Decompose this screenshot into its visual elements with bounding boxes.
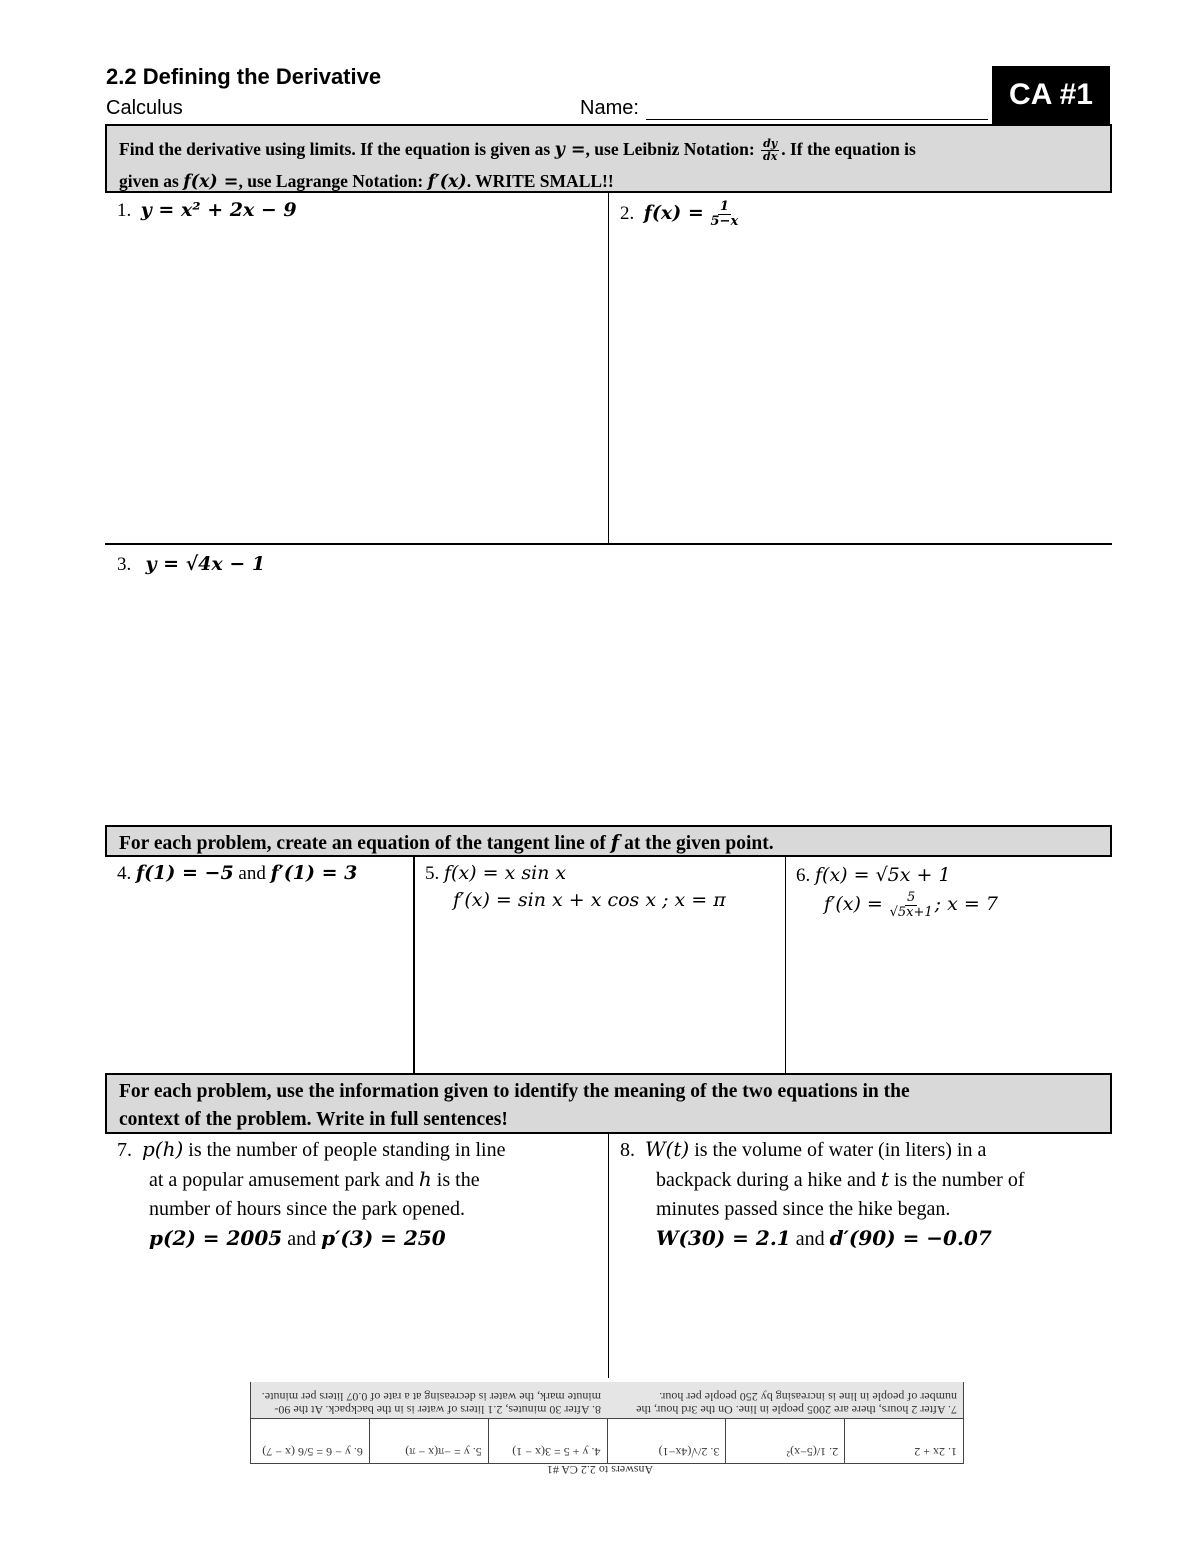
problem-expression: f(x) = √5x + 1 bbox=[815, 864, 951, 886]
problem-number: 7. bbox=[117, 1139, 132, 1161]
problem-expression: p′(3) = 250 bbox=[321, 1226, 446, 1250]
problem-6: 6. f(x) = √5x + 1 f′(x) = $\frac{5}{√5x+1}$ ; x = 7 bbox=[796, 864, 998, 921]
problem-4: 4. f(1) = −5 and f′(1) = 3 bbox=[117, 862, 358, 884]
problem-7: 7. p(h) is the number of people standing in line at a popular amusement park and h is the number of hours since the park opened. p(2) = 2005 and p′(3) = 250 bbox=[117, 1137, 506, 1250]
divider-vertical bbox=[413, 857, 415, 1073]
section3-instructions bbox=[105, 1073, 1112, 1134]
problem-number: 3. bbox=[117, 554, 132, 575]
section2-instructions bbox=[105, 825, 1112, 857]
answer-item: 7. After 2 hours, there are 2005 people in line. On the 3rd hour, the number of people in line is increasing by 250 people per hour. bbox=[636, 1390, 957, 1417]
problem-expression: p(2) = 2005 bbox=[149, 1226, 283, 1250]
instructions-math: f bbox=[610, 831, 620, 854]
problem-expression: y = √4x − 1 bbox=[145, 553, 266, 575]
leibniz-fraction: $\frac{dy}{dx}$ bbox=[763, 137, 778, 164]
divider-vertical bbox=[608, 1134, 609, 1378]
answer-item: 4. y + 5 = 3(x − 1) bbox=[488, 1419, 607, 1463]
answer-key bbox=[250, 1382, 964, 1464]
problem-expression: f′(x) = bbox=[824, 893, 883, 915]
instructions-text: . If the equation is bbox=[781, 139, 916, 159]
problem-1 bbox=[117, 197, 297, 224]
problem-number: 6. bbox=[796, 865, 811, 886]
answer-item: 3. 2/√(4x−1) bbox=[607, 1419, 726, 1463]
problem-3 bbox=[117, 551, 265, 578]
answer-item: 8. After 30 minutes, 2.1 liters of water is in the backpack. At the 90-minute mark, the water is decreasing at a rate of 0.07 liters per minute. bbox=[261, 1390, 601, 1417]
answer-item: 5. y = −π(x − π) bbox=[369, 1419, 488, 1463]
problem-expression: d′(90) = −0.07 bbox=[829, 1226, 992, 1250]
subject-label: Calculus bbox=[106, 97, 183, 119]
problem-expression: f(1) = −5 bbox=[136, 862, 234, 884]
divider-vertical bbox=[785, 857, 786, 1073]
problem-expression: f(x) = bbox=[643, 202, 704, 224]
problem-number: 1. bbox=[117, 200, 132, 221]
problem-expression: f(x) = x sin x bbox=[444, 862, 567, 884]
answer-item: 6. y − 6 = 5/6 (x − 7) bbox=[262, 1445, 363, 1459]
page-title: 2.2 Defining the Derivative bbox=[106, 64, 382, 89]
answer-key-title: Answers to 2.2 CA #1 bbox=[546, 1463, 654, 1477]
name-blank-line[interactable] bbox=[646, 119, 988, 120]
instructions-text: context of the problem. Write in full sentences! bbox=[119, 1109, 508, 1130]
problem-expression: W(30) = 2.1 bbox=[656, 1226, 791, 1250]
name-label: Name: bbox=[580, 97, 639, 119]
problem-expression: f′(x) = sin x + x cos x ; x = π bbox=[453, 889, 726, 911]
problem-fraction: $\frac{1}{5-x}$ bbox=[710, 199, 739, 230]
problem-fraction: $\frac{5}{√5x+1}$ bbox=[889, 890, 933, 921]
instructions-text: , use Lagrange Notation: bbox=[238, 171, 428, 191]
instructions-math: f′(x) bbox=[427, 172, 467, 192]
instructions-text: , use Leibniz Notation: bbox=[585, 139, 760, 159]
section1-instructions bbox=[105, 124, 1112, 193]
divider-vertical bbox=[608, 193, 609, 545]
problem-5 bbox=[425, 860, 726, 914]
assignment-badge: CA #1 bbox=[992, 66, 1110, 124]
answer-item: 1. 2x + 2 bbox=[844, 1419, 963, 1463]
problem-2 bbox=[620, 200, 740, 229]
problem-expression: f′(1) = 3 bbox=[270, 862, 358, 884]
instructions-text: at the given point. bbox=[619, 833, 774, 854]
instructions-math: f(x) = bbox=[183, 172, 239, 192]
problem-expression: y = x² + 2x − 9 bbox=[140, 199, 297, 221]
instructions-text: For each problem, use the information given to identify the meaning of the two equations in the bbox=[119, 1081, 910, 1102]
problem-8: 8. W(t) is the volume of water (in liters) in a backpack during a hike and t is the number of minutes passed since the hike began. W(30) = 2.1 and d′(90) = −0.07 bbox=[620, 1137, 1025, 1250]
instructions-text: Find the derivative using limits. If the equation is given as bbox=[119, 139, 555, 159]
problem-number: 2. bbox=[620, 203, 635, 224]
divider-horizontal bbox=[105, 543, 1112, 545]
instructions-math: y = bbox=[554, 140, 586, 160]
problem-number: 4. bbox=[117, 863, 132, 884]
instructions-text: For each problem, create an equation of the tangent line of bbox=[119, 833, 611, 854]
problem-number: 8. bbox=[620, 1139, 635, 1161]
problem-number: 5. bbox=[425, 863, 440, 884]
answer-item: 2. 1/(5−x)² bbox=[725, 1419, 844, 1463]
instructions-text: . WRITE SMALL!! bbox=[466, 171, 614, 191]
instructions-text: given as bbox=[119, 171, 184, 191]
